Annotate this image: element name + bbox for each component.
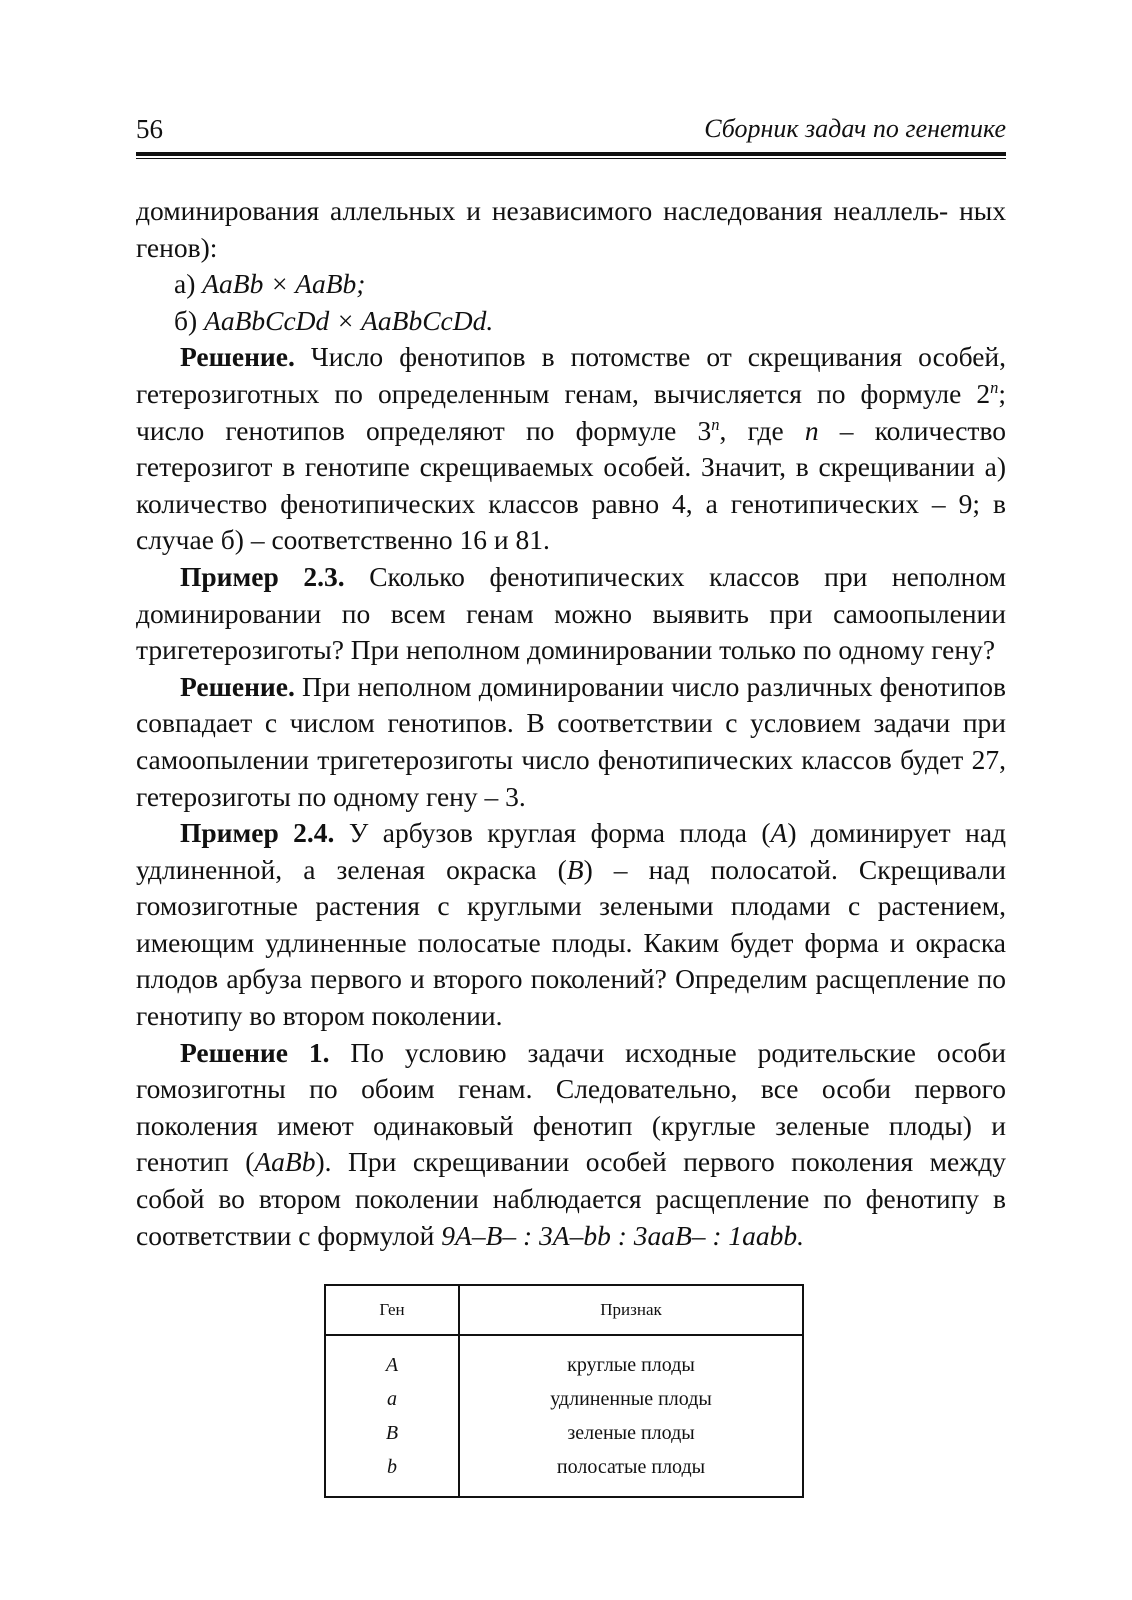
solution-text: , где <box>719 414 805 446</box>
solution-text: ; число генотипов определяют по формуле 3 <box>136 377 1006 446</box>
cross-item-b-label: б) <box>174 304 198 336</box>
cross-item-b <box>136 303 1006 340</box>
trait-cell: круглые плоды <box>567 1353 695 1376</box>
example-label: Пример 2.3. <box>180 560 345 592</box>
example-text: ) – над полосатой. Скрещивали гомозиготные растения с круглыми зелеными плодами с растением, имеющим удлиненные полосатые плоды. Каким будет форма и окраска плодов арбуза первого и второго поколений? Определим расщепление по генотипу во втором поколении. <box>136 853 1006 1032</box>
solution-text: При неполном доминировании число различных фенотипов совпадает с числом генотипов. В соответствии с условием задачи при самоопылении тригетерозиготы число фенотипических классов будет 27, гетерозиготы по одному гену – 3. <box>136 670 1006 812</box>
solution-text: Число фенотипов в потомстве от скрещивания особей, гетерозиготных по определенным генам, вычисляется по формуле 2 <box>136 341 1006 409</box>
gene-symbol: A <box>770 817 788 849</box>
solution-paragraph-3 <box>136 1035 1006 1255</box>
trait-cell: удлиненные плоды <box>550 1387 712 1410</box>
gene-trait-table-wrapper <box>324 1284 804 1498</box>
gene-cell: b <box>325 1450 459 1497</box>
example-text: Сколько фенотипических классов при неполном доминировании по всем генам можно выявить при самоопылении тригетерозиготы? При неполном доминировании только по одному гену? <box>136 560 1006 666</box>
book-page <box>136 100 1006 1498</box>
book-title: Сборник задач по генетике <box>704 114 1006 143</box>
solution-text: – количество гетерозигот в генотипе скрещиваемых особей. Значит, в скрещивании а) количество фенотипических классов равно 4, а генотипических – 9; в случае б) – соответственно 16 и 81. <box>136 414 1006 556</box>
solution-label: Решение. <box>180 341 295 373</box>
solution-paragraph-2 <box>136 669 1006 815</box>
body-text <box>136 193 1006 1254</box>
variable-n: n <box>804 414 819 446</box>
solution-label: Решение. <box>180 670 295 702</box>
exponent: n <box>990 377 999 397</box>
example-2-4-paragraph <box>136 815 1006 1035</box>
gene-trait-table <box>324 1284 804 1498</box>
gene-cell: B <box>325 1416 459 1450</box>
table-row <box>325 1450 803 1497</box>
exponent: n <box>711 414 720 434</box>
gene-symbol: B <box>566 853 584 885</box>
cross-item-a-label: а) <box>174 268 196 300</box>
example-text: ) доминирует над удлиненной, а зеленая окраска ( <box>136 817 1007 885</box>
solution-paragraph-1 <box>136 339 1006 559</box>
cross-item-a <box>136 266 1006 303</box>
trait-cell: полосатые плоды <box>556 1455 706 1478</box>
header-trait: Признак <box>459 1285 803 1335</box>
example-2-3-paragraph <box>136 559 1006 669</box>
table-row <box>325 1416 803 1450</box>
page-number: 56 <box>136 114 163 144</box>
cross-item-b-formula: AaBbCcDd × AaBbCcDd. <box>204 304 494 336</box>
cross-item-a-formula: AaBb × AaBb; <box>202 268 366 300</box>
gene-cell: a <box>325 1382 459 1416</box>
header-gene: Ген <box>325 1285 459 1335</box>
header-rule <box>136 152 1006 159</box>
example-text: У арбузов круглая форма плода ( <box>334 817 771 849</box>
table-header-row <box>325 1285 803 1335</box>
trait-cell: зеленые плоды <box>567 1421 695 1444</box>
intro-paragraph <box>136 193 1006 266</box>
intro-line-1: доминирования аллельных и независимого наследования неаллель- <box>136 195 949 226</box>
solution-label: Решение 1. <box>180 1036 330 1068</box>
table-row <box>325 1335 803 1382</box>
running-head <box>136 100 1006 152</box>
solution-text: По условию задачи исходные родительские особи гомозиготны по обоим генам. Следовательно, все особи первого поколения имеют одинаковый фенотип (круглые зеленые плоды) и генотип ( <box>136 1036 1006 1178</box>
solution-text: ). При скрещивании особей первого поколения между собой во втором поколении наблюдается расщепление по фенотипу в соответствии с формулой <box>136 1146 1006 1251</box>
segregation-formula: 9A–B– : 3A–bb : 3aaB– : 1aabb. <box>441 1219 805 1251</box>
intro-line-2: ных генов): <box>136 195 1007 263</box>
table-row <box>325 1382 803 1416</box>
example-label: Пример 2.4. <box>180 817 335 849</box>
genotype: AaBb <box>254 1146 316 1178</box>
gene-cell: A <box>325 1335 459 1382</box>
